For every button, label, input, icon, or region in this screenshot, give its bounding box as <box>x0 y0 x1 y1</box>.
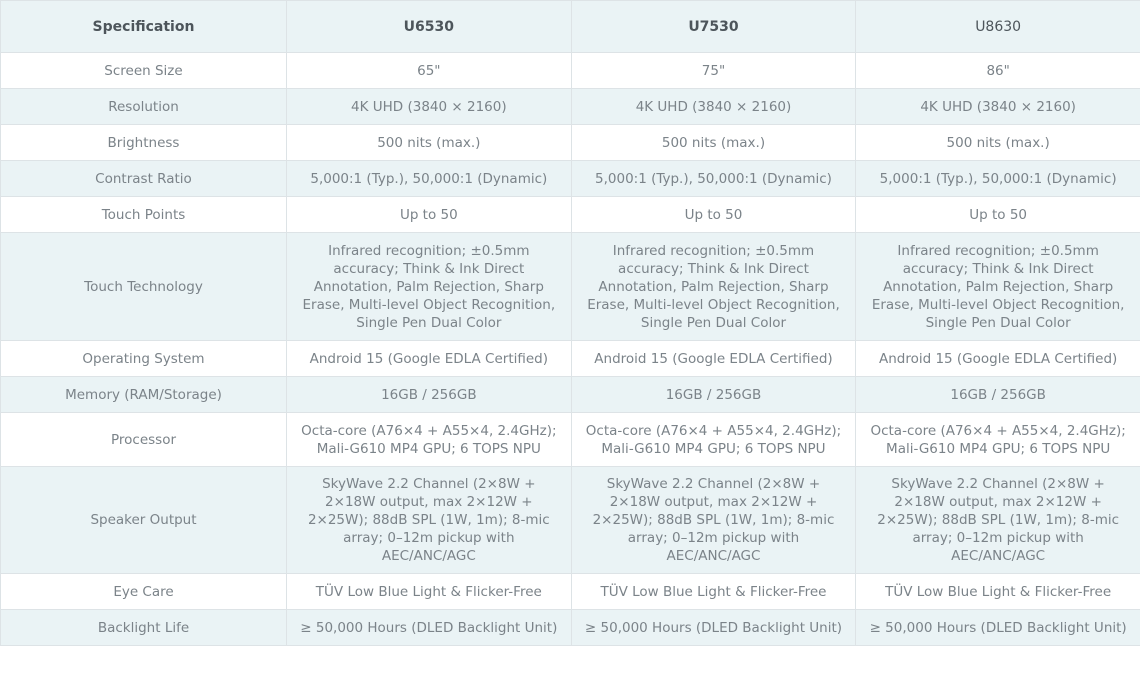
header-specification: Specification <box>1 1 287 53</box>
table-row <box>1 574 1140 610</box>
table-header <box>1 1 1140 53</box>
table-row <box>1 413 1140 467</box>
row-label: Speaker Output <box>1 467 287 574</box>
table-row <box>1 377 1140 413</box>
cell-value: 4K UHD (3840 × 2160) <box>571 89 856 125</box>
cell-value: 5,000:1 (Typ.), 50,000:1 (Dynamic) <box>287 161 572 197</box>
cell-value: TÜV Low Blue Light & Flicker-Free <box>571 574 856 610</box>
cell-value: 5,000:1 (Typ.), 50,000:1 (Dynamic) <box>856 161 1140 197</box>
cell-value: SkyWave 2.2 Channel (2×8W + 2×18W output, max 2×12W + 2×25W); 88dB SPL (1W, 1m); 8-mic array; 0–12m pickup with AEC/ANC/AGC <box>571 467 856 574</box>
header-row <box>1 1 1140 53</box>
cell-value: Up to 50 <box>856 197 1140 233</box>
cell-value: SkyWave 2.2 Channel (2×8W + 2×18W output, max 2×12W + 2×25W); 88dB SPL (1W, 1m); 8-mic array; 0–12m pickup with AEC/ANC/AGC <box>287 467 572 574</box>
row-label: Touch Technology <box>1 233 287 341</box>
table-row <box>1 233 1140 341</box>
row-label: Processor <box>1 413 287 467</box>
cell-value: SkyWave 2.2 Channel (2×8W + 2×18W output, max 2×12W + 2×25W); 88dB SPL (1W, 1m); 8-mic array; 0–12m pickup with AEC/ANC/AGC <box>856 467 1140 574</box>
table-body <box>1 53 1140 646</box>
row-label: Memory (RAM/Storage) <box>1 377 287 413</box>
cell-value: Octa-core (A76×4 + A55×4, 2.4GHz); Mali-G610 MP4 GPU; 6 TOPS NPU <box>856 413 1140 467</box>
cell-value: Up to 50 <box>287 197 572 233</box>
row-label: Operating System <box>1 341 287 377</box>
header-model-u7530: U7530 <box>571 1 856 53</box>
cell-value: 16GB / 256GB <box>856 377 1140 413</box>
row-label: Resolution <box>1 89 287 125</box>
cell-value: 86" <box>856 53 1140 89</box>
cell-value: 16GB / 256GB <box>287 377 572 413</box>
row-label: Backlight Life <box>1 610 287 646</box>
table-row <box>1 53 1140 89</box>
cell-value: 65" <box>287 53 572 89</box>
row-label: Eye Care <box>1 574 287 610</box>
cell-value: ≥ 50,000 Hours (DLED Backlight Unit) <box>571 610 856 646</box>
cell-value: Infrared recognition; ±0.5mm accuracy; Think & Ink Direct Annotation, Palm Rejection, Sharp Erase, Multi-level Object Recognition, Single Pen Dual Color <box>287 233 572 341</box>
cell-value: Octa-core (A76×4 + A55×4, 2.4GHz); Mali-G610 MP4 GPU; 6 TOPS NPU <box>287 413 572 467</box>
header-model-u6530: U6530 <box>287 1 572 53</box>
cell-value: TÜV Low Blue Light & Flicker-Free <box>287 574 572 610</box>
cell-value: TÜV Low Blue Light & Flicker-Free <box>856 574 1140 610</box>
row-label: Brightness <box>1 125 287 161</box>
table-row <box>1 341 1140 377</box>
cell-value: 500 nits (max.) <box>571 125 856 161</box>
table-row <box>1 610 1140 646</box>
table-row <box>1 89 1140 125</box>
cell-value: 500 nits (max.) <box>287 125 572 161</box>
cell-value: Infrared recognition; ±0.5mm accuracy; Think & Ink Direct Annotation, Palm Rejection, Sharp Erase, Multi-level Object Recognition, Single Pen Dual Color <box>571 233 856 341</box>
table-row <box>1 161 1140 197</box>
cell-value: ≥ 50,000 Hours (DLED Backlight Unit) <box>856 610 1140 646</box>
cell-value: 16GB / 256GB <box>571 377 856 413</box>
cell-value: Octa-core (A76×4 + A55×4, 2.4GHz); Mali-G610 MP4 GPU; 6 TOPS NPU <box>571 413 856 467</box>
cell-value: Android 15 (Google EDLA Certified) <box>856 341 1140 377</box>
cell-value: 4K UHD (3840 × 2160) <box>287 89 572 125</box>
cell-value: 500 nits (max.) <box>856 125 1140 161</box>
table-row <box>1 197 1140 233</box>
row-label: Touch Points <box>1 197 287 233</box>
cell-value: ≥ 50,000 Hours (DLED Backlight Unit) <box>287 610 572 646</box>
table-row <box>1 467 1140 574</box>
cell-value: 75" <box>571 53 856 89</box>
cell-value: Android 15 (Google EDLA Certified) <box>287 341 572 377</box>
cell-value: 5,000:1 (Typ.), 50,000:1 (Dynamic) <box>571 161 856 197</box>
table-row <box>1 125 1140 161</box>
cell-value: Infrared recognition; ±0.5mm accuracy; Think & Ink Direct Annotation, Palm Rejection, Sharp Erase, Multi-level Object Recognition, Single Pen Dual Color <box>856 233 1140 341</box>
row-label: Contrast Ratio <box>1 161 287 197</box>
row-label: Screen Size <box>1 53 287 89</box>
cell-value: Up to 50 <box>571 197 856 233</box>
cell-value: Android 15 (Google EDLA Certified) <box>571 341 856 377</box>
header-model-u8630: U8630 <box>856 1 1140 53</box>
cell-value: 4K UHD (3840 × 2160) <box>856 89 1140 125</box>
